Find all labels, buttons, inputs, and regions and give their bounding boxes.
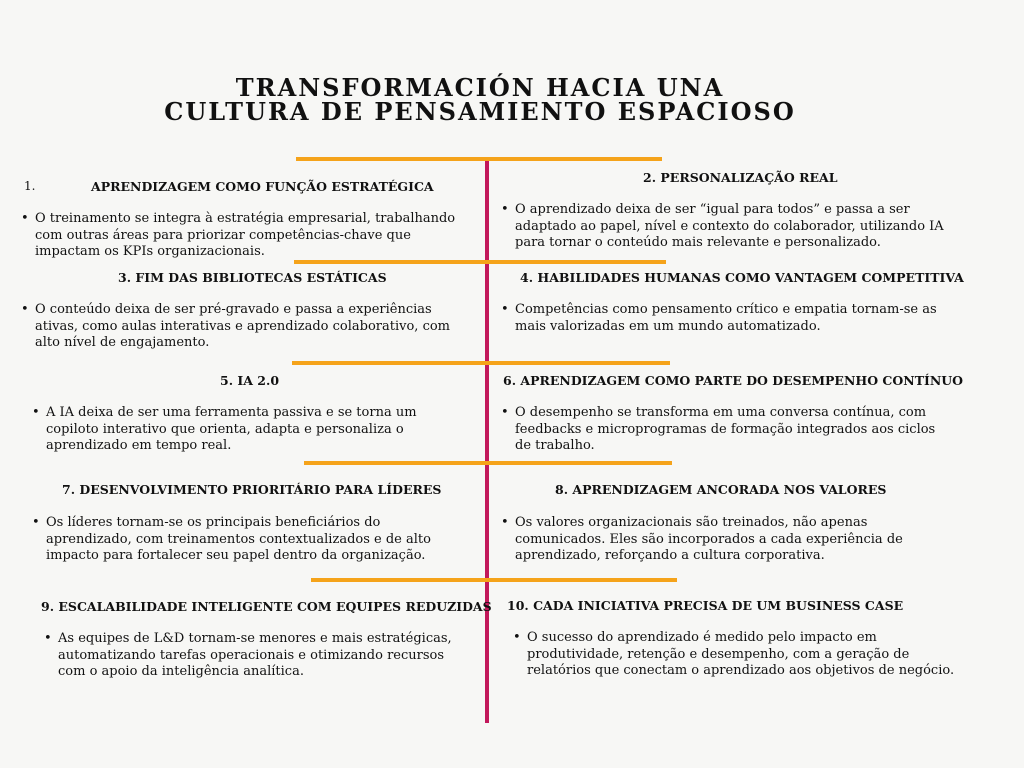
item-8-heading: 8. APRENDIZAGEM ANCORADA NOS VALORES (555, 482, 887, 497)
bullet-dot: • (513, 630, 521, 645)
horizontal-divider (311, 578, 677, 582)
item-6-bullet (501, 405, 955, 455)
item-10-text: O sucesso do aprendizado é medido pelo impacto em produtividade, retenção e desempenho, com a geração de relatórios que conectam o aprendizado aos objetivos de negócio. (527, 630, 955, 678)
item-5-heading: 5. IA 2.0 (220, 373, 280, 388)
bullet-dot: • (21, 211, 29, 226)
item-2-text: O aprendizado deixa de ser “igual para todos” e passa a ser adaptado ao papel, nível e contexto do colaborador, utilizando IA para tornar o conteúdo mais relevante e personalizado. (515, 202, 944, 250)
item-2-heading: 2. PERSONALIZAÇÃO REAL (643, 170, 838, 185)
item-8-bullet (501, 515, 955, 565)
bullet-dot: • (501, 302, 509, 317)
item-1-heading: APRENDIZAGEM COMO FUNÇÃO ESTRATÉGICA (91, 179, 434, 194)
item-4-bullet (501, 302, 960, 335)
item-1-number: 1. (24, 179, 36, 193)
item-1-text: O treinamento se integra à estratégia empresarial, trabalhando com outras áreas para priorizar competências-chave que impactam os KPIs organizacionais. (35, 211, 456, 259)
item-2-bullet (501, 202, 960, 252)
item-7-bullet (32, 515, 466, 565)
horizontal-divider (292, 361, 670, 365)
bullet-dot: • (501, 405, 509, 420)
item-8-text: Os valores organizacionais são treinados, não apenas comunicados. Eles são incorporados a cada experiência de aprendizado, reforçando a cultura corporativa. (515, 515, 903, 563)
bullet-dot: • (32, 515, 40, 530)
item-1-bullet (21, 211, 465, 261)
horizontal-divider (294, 260, 666, 264)
item-3-heading: 3. FIM DAS BIBLIOTECAS ESTÁTICAS (118, 270, 387, 285)
item-9-heading: 9. ESCALABILIDADE INTELIGENTE COM EQUIPES REDUZIDAS (41, 599, 492, 614)
item-7-heading: 7. DESENVOLVIMENTO PRIORITÁRIO PARA LÍDERES (62, 482, 442, 497)
horizontal-divider (296, 157, 662, 161)
bullet-dot: • (21, 302, 29, 317)
item-10-heading: 10. CADA INICIATIVA PRECISA DE UM BUSINESS CASE (507, 598, 904, 613)
item-6-text: O desempenho se transforma em uma conversa contínua, com feedbacks e microprogramas de formação integrados aos ciclos de trabalho. (515, 405, 936, 453)
item-4-heading: 4. HABILIDADES HUMANAS COMO VANTAGEM COMPETITIVA (520, 270, 964, 285)
bullet-dot: • (32, 405, 40, 420)
item-5-bullet (32, 405, 466, 455)
bullet-dot: • (501, 515, 509, 530)
item-4-text: Competências como pensamento crítico e empatia tornam-se as mais valorizadas em um mundo automatizado. (515, 302, 937, 334)
horizontal-divider (304, 461, 672, 465)
item-6-heading: 6. APRENDIZAGEM COMO PARTE DO DESEMPENHO CONTÍNUO (503, 373, 964, 388)
item-3-bullet (21, 302, 465, 352)
bullet-dot: • (501, 202, 509, 217)
bullet-dot: • (44, 631, 52, 646)
title-line-1: TRANSFORMACIÓN HACIA UNA (235, 73, 725, 102)
item-5-text: A IA deixa de ser uma ferramenta passiva e se torna um copiloto interativo que orienta, adapta e personaliza o aprendizado em tempo real. (46, 405, 417, 453)
title-line-2: CULTURA DE PENSAMIENTO ESPACIOSO (164, 97, 796, 126)
page-title (0, 73, 960, 126)
item-7-text: Os líderes tornam-se os principais beneficiários do aprendizado, com treinamentos contextualizados e de alto impacto para fortalecer seu papel dentro da organização. (46, 515, 431, 563)
item-10-bullet (513, 630, 957, 680)
vertical-divider (485, 160, 489, 723)
item-9-text: As equipes de L&D tornam-se menores e mais estratégicas, automatizando tarefas operacionais e otimizando recursos com o apoio da inteligência analítica. (58, 631, 452, 679)
item-9-bullet (44, 631, 468, 681)
item-3-text: O conteúdo deixa de ser pré-gravado e passa a experiências ativas, como aulas interativas e aprendizado colaborativo, com alto nível de engajamento. (35, 302, 451, 350)
